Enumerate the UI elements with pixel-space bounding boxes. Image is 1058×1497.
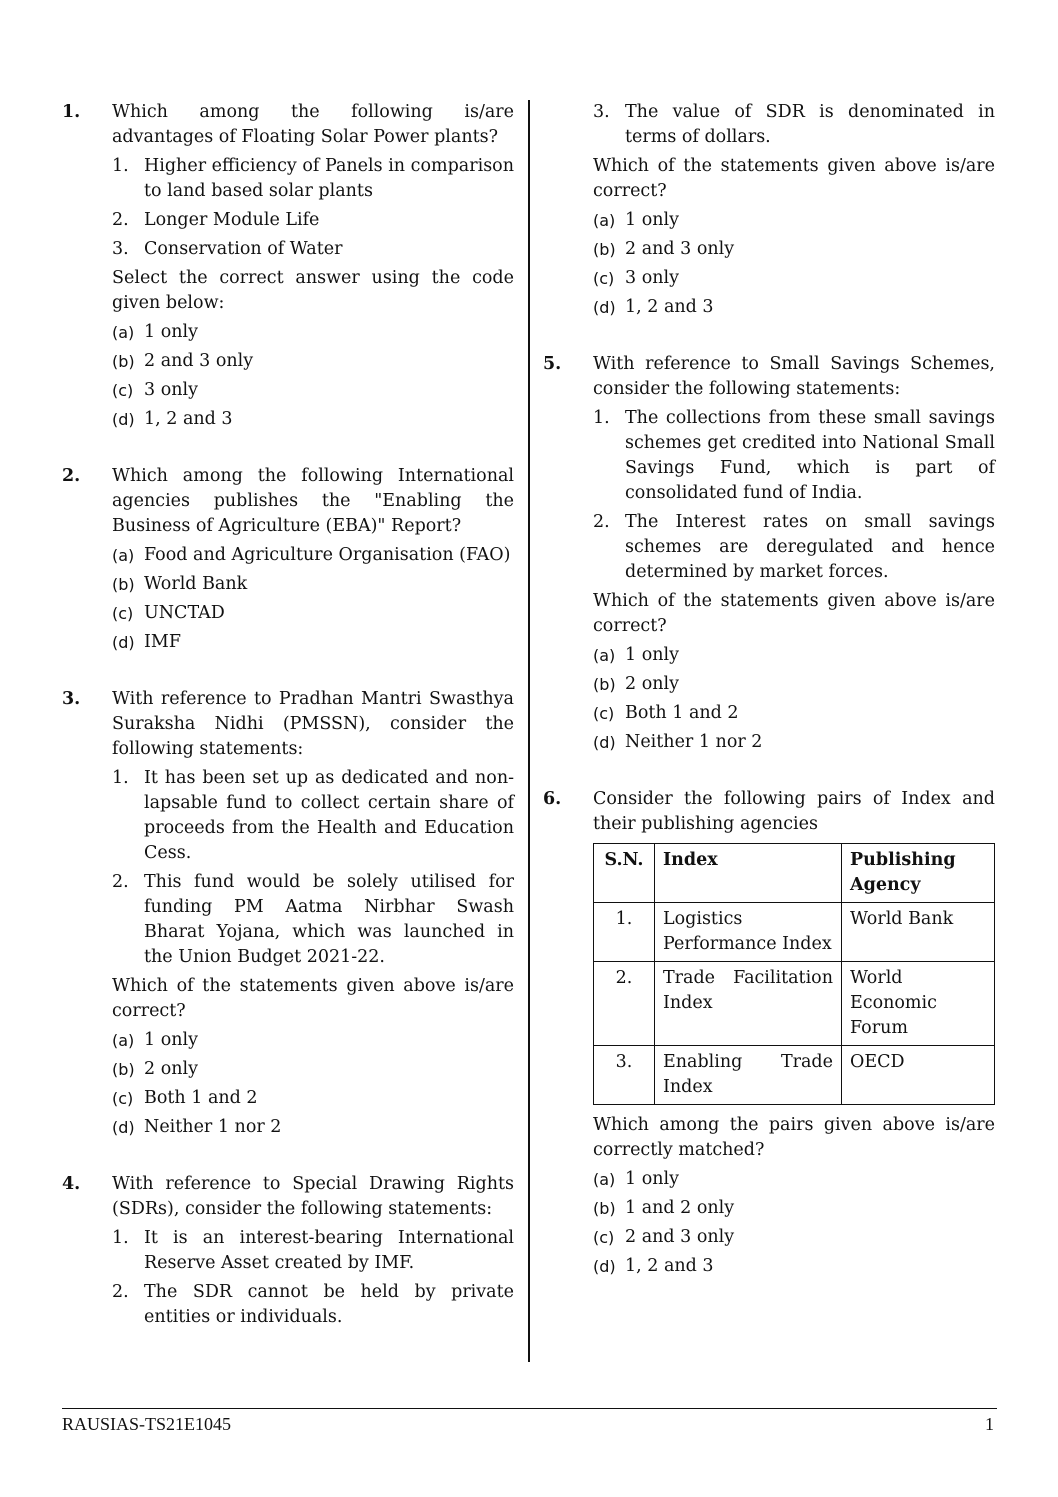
option: (a) 1 only — [112, 322, 198, 342]
question-2 — [62, 464, 514, 655]
index-agency-table — [593, 843, 995, 1105]
table-header: S.N. — [594, 844, 655, 903]
question-4 — [62, 1172, 514, 1330]
table-cell: Trade Facilitation Index — [655, 962, 842, 1046]
question-5 — [543, 352, 995, 755]
options-list — [112, 320, 514, 432]
question-text: Consider the following pairs of Index and their publishing agencies — [593, 789, 995, 834]
question-text: Which among the following International agencies publishes the "Enabling the Business of Agriculture (EBA)" Report? — [112, 466, 514, 536]
option: (c) UNCTAD — [112, 603, 225, 623]
table-cell: Enabling Trade Index — [655, 1046, 842, 1105]
statement: 2. This fund would be solely utilised for funding PM Aatma Nirbhar Swash Bharat Yojana, which was launched in the Union Budget 2021-22. — [112, 872, 514, 967]
table-header-row — [594, 844, 995, 903]
table-header: Publishing Agency — [842, 844, 995, 903]
statement: 1. Higher efficiency of Panels in comparison to land based solar plants — [112, 156, 514, 201]
table-row — [594, 962, 995, 1046]
options-list — [593, 1167, 995, 1279]
option: (a) 1 only — [593, 645, 679, 665]
option: (c) 3 only — [112, 380, 198, 400]
statement: 2. Longer Module Life — [112, 210, 320, 230]
option: (a) 1 only — [593, 1169, 679, 1189]
left-column — [62, 100, 514, 1330]
options-list — [112, 543, 514, 655]
question-number: 2. — [62, 466, 81, 486]
question-number: 3. — [62, 689, 81, 709]
option: (b) 2 only — [593, 674, 679, 694]
table-cell: 3. — [594, 1046, 655, 1105]
question-prompt: Which among the pairs given above is/are correctly matched? — [593, 1115, 995, 1160]
options-list — [112, 1028, 514, 1140]
question-prompt: Which of the statements given above is/are correct? — [593, 591, 995, 636]
table-cell: 1. — [594, 903, 655, 962]
option: (c) Both 1 and 2 — [593, 703, 739, 723]
option: (b) World Bank — [112, 574, 248, 594]
document-code: RAUSIAS-TS21E1045 — [62, 1414, 232, 1434]
option: (b) 2 only — [112, 1059, 198, 1079]
statement: 3. The value of SDR is denominated in terms of dollars. — [593, 102, 995, 147]
question-1 — [62, 100, 514, 432]
question-number: 5. — [543, 354, 562, 374]
options-list — [593, 208, 995, 320]
statement: 3. Conservation of Water — [112, 239, 343, 259]
table-header: Index — [655, 844, 842, 903]
option: (c) 3 only — [593, 268, 679, 288]
table-row — [594, 903, 995, 962]
option: (d) IMF — [112, 632, 181, 652]
option: (b) 2 and 3 only — [112, 351, 254, 371]
question-text: Which among the following is/are advantages of Floating Solar Power plants? — [112, 102, 514, 147]
question-number: 6. — [543, 789, 562, 809]
table-cell: OECD — [842, 1046, 995, 1105]
question-prompt: Select the correct answer using the code given below: — [112, 268, 514, 313]
question-prompt: Which of the statements given above is/are correct? — [593, 156, 995, 201]
statement: 1. It is an interest-bearing International Reserve Asset created by IMF. — [112, 1228, 514, 1273]
table-cell: 2. — [594, 962, 655, 1046]
options-list — [593, 643, 995, 755]
question-text: With reference to Small Savings Schemes, consider the following statements: — [593, 354, 995, 399]
right-column — [543, 100, 995, 1283]
statement: 1. It has been set up as dedicated and non-lapsable fund to collect certain share of proceeds from the Health and Education Cess. — [112, 768, 514, 863]
option: (a) 1 only — [112, 1030, 198, 1050]
question-number: 4. — [62, 1174, 81, 1194]
question-3 — [62, 687, 514, 1140]
table-cell: World Economic Forum — [842, 962, 995, 1046]
option: (b) 2 and 3 only — [593, 239, 735, 259]
option: (a) 1 only — [593, 210, 679, 230]
option: (b) 1 and 2 only — [593, 1198, 735, 1218]
question-text: With reference to Special Drawing Rights (SDRs), consider the following statements: — [112, 1174, 514, 1219]
question-4-continued — [543, 100, 995, 320]
option: (c) Both 1 and 2 — [112, 1088, 258, 1108]
option: (a) Food and Agriculture Organisation (FAO) — [112, 545, 511, 565]
option: (d) Neither 1 nor 2 — [112, 1117, 282, 1137]
option: (d) Neither 1 nor 2 — [593, 732, 763, 752]
column-divider — [528, 100, 530, 1362]
table-cell: World Bank — [842, 903, 995, 962]
option: (d) 1, 2 and 3 — [112, 409, 233, 429]
table-row — [594, 1046, 995, 1105]
question-prompt: Which of the statements given above is/are correct? — [112, 976, 514, 1021]
option: (d) 1, 2 and 3 — [593, 1256, 714, 1276]
question-text: With reference to Pradhan Mantri Swasthya Suraksha Nidhi (PMSSN), consider the following statements: — [112, 689, 514, 759]
page-number: 1 — [985, 1414, 994, 1434]
footer-rule — [62, 1408, 997, 1409]
option: (d) 1, 2 and 3 — [593, 297, 714, 317]
table-cell: Logistics Performance Index — [655, 903, 842, 962]
question-6 — [543, 787, 995, 1279]
statement: 1. The collections from these small savings schemes get credited into National Small Savings Fund, which is part of consolidated fund of India. — [593, 408, 995, 503]
statement: 2. The SDR cannot be held by private entities or individuals. — [112, 1282, 514, 1327]
statement: 2. The Interest rates on small savings schemes are deregulated and hence determined by market forces. — [593, 512, 995, 582]
option: (c) 2 and 3 only — [593, 1227, 735, 1247]
question-number: 1. — [62, 102, 81, 122]
